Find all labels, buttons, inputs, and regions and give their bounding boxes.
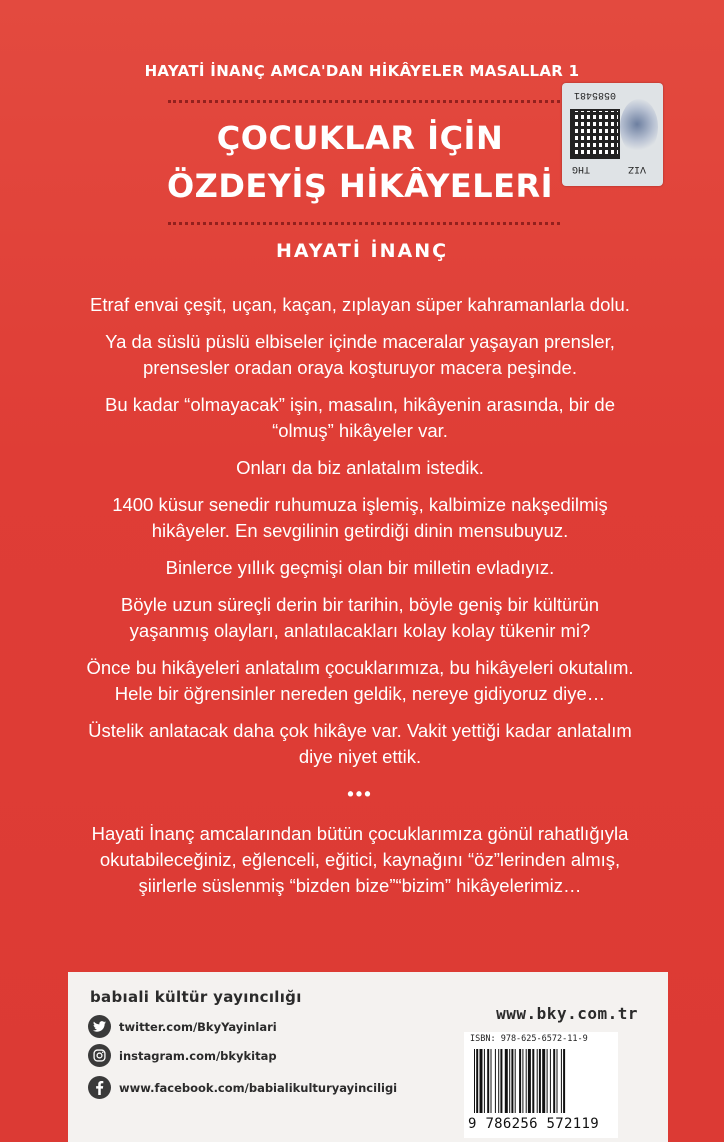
barcode-bar	[528, 1049, 531, 1113]
closing-paragraph: Hayati İnanç amcalarından bütün çocuklarımıza gönül rahatlığıyla okutabileceğiniz, eğlenceli, eğitici, kaynağını “öz”lerinden almış, şiirlerle süslenmiş “bizden bize”“bizim” hikâyelerimiz…	[91, 823, 629, 896]
title-line-1: ÇOCUKLAR İÇİN	[216, 119, 504, 157]
publisher-name: babıali kültür yayıncılığı	[90, 988, 302, 1006]
barcode-bar	[515, 1049, 516, 1113]
blurb-paragraph: 1400 küsur senedir ruhumuza işlemiş, kalbimize nakşedilmiş hikâyeler. En sevgilinin getirdiği dinin mensubuyuz.	[112, 494, 608, 541]
barcode-bar	[526, 1049, 527, 1113]
barcode-bar	[474, 1049, 475, 1113]
barcode-bar	[511, 1049, 513, 1113]
blurb	[80, 292, 640, 910]
barcode-number: 9 786256 572119	[468, 1116, 599, 1132]
twitter-handle: twitter.com/BkyYayinlari	[119, 1019, 277, 1034]
sticker-thg: THG	[572, 163, 591, 174]
sticker-viz: VIZ	[628, 163, 647, 174]
twitter-link[interactable]	[88, 1015, 277, 1038]
barcode-bar	[542, 1049, 545, 1113]
series-title: HAYATİ İNANÇ AMCA'DAN HİKÂYELER MASALLAR 1	[144, 62, 580, 80]
hologram-sticker	[562, 83, 663, 186]
barcode-bar	[476, 1049, 478, 1113]
barcode-bar	[500, 1049, 502, 1113]
blurb-paragraph: Üstelik anlatacak daha çok hikâye var. Vakit yettiği kadar anlatalım diye niyet ettik.	[88, 720, 632, 767]
book-title	[150, 114, 570, 210]
barcode-bar	[532, 1049, 534, 1113]
blurb-paragraph: Bu kadar “olmayacak” işin, masalın, hikâyenin arasında, bir de “olmuş” hikâyeler var.	[104, 394, 616, 441]
barcode-bar	[519, 1049, 521, 1113]
website-url[interactable]: www.bky.com.tr	[496, 1004, 638, 1023]
barcode-bar	[522, 1049, 523, 1113]
qr-code	[570, 109, 620, 159]
barcode-bar	[509, 1049, 510, 1113]
instagram-link[interactable]	[88, 1044, 277, 1067]
barcode-bar	[539, 1049, 541, 1113]
blurb-paragraph: Önce bu hikâyeleri anlatalım çocuklarımıza, bu hikâyeleri okutalım. Hele bir öğrensinler nereden geldik, nereye gidiyoruz diye…	[86, 657, 634, 704]
separator: •••	[347, 783, 373, 804]
instagram-handle: instagram.com/bkykitap	[119, 1048, 277, 1063]
barcode	[472, 1049, 610, 1115]
facebook-link[interactable]	[88, 1076, 397, 1099]
twitter-icon	[88, 1015, 111, 1038]
sticker-code: 0585481	[574, 89, 617, 100]
publisher-footer	[68, 972, 668, 1142]
author-name: HAYATİ İNANÇ	[275, 240, 449, 262]
barcode-bar	[484, 1049, 485, 1113]
barcode-bar	[553, 1049, 555, 1113]
blurb-paragraph: Binlerce yıllık geçmişi olan bir milletin evladıyız.	[165, 557, 555, 578]
isbn-barcode	[464, 1032, 618, 1138]
barcode-bar	[563, 1049, 565, 1113]
barcode-bar	[561, 1049, 562, 1113]
facebook-url: www.facebook.com/babialikulturyayinciligi	[119, 1080, 398, 1095]
barcode-bar	[498, 1049, 499, 1113]
instagram-icon	[88, 1044, 111, 1067]
barcode-bar	[487, 1049, 489, 1113]
barcode-bar	[505, 1049, 508, 1113]
hologram-icon	[620, 99, 658, 155]
decorative-divider-top	[168, 100, 560, 103]
barcode-bar	[491, 1049, 492, 1113]
barcode-bar	[537, 1049, 538, 1113]
blurb-paragraph: Onları da biz anlatalım istedik.	[236, 457, 484, 478]
title-line-2: ÖZDEYİŞ HİKÂYELERİ	[166, 167, 554, 205]
decorative-divider-bottom	[168, 222, 560, 225]
barcode-bar	[547, 1049, 548, 1113]
barcode-bar	[550, 1049, 551, 1113]
isbn-label: ISBN: 978-625-6572-11-9	[470, 1034, 588, 1044]
blurb-paragraph: Ya da süslü püslü elbiseler içinde maceralar yaşayan prensler, prensesler oradan oraya koşturuyor macera peşinde.	[105, 331, 615, 378]
barcode-bar	[495, 1049, 496, 1113]
barcode-bar	[480, 1049, 483, 1113]
blurb-paragraph: Böyle uzun süreçli derin bir tarihin, böyle geniş bir kültürün yaşanmış olayları, anlatılacakları kolay kolay tükenir mi?	[120, 594, 600, 641]
facebook-icon	[88, 1076, 111, 1099]
barcode-bar	[557, 1049, 558, 1113]
blurb-paragraph: Etraf envai çeşit, uçan, kaçan, zıplayan süper kahramanlarla dolu.	[90, 294, 630, 315]
